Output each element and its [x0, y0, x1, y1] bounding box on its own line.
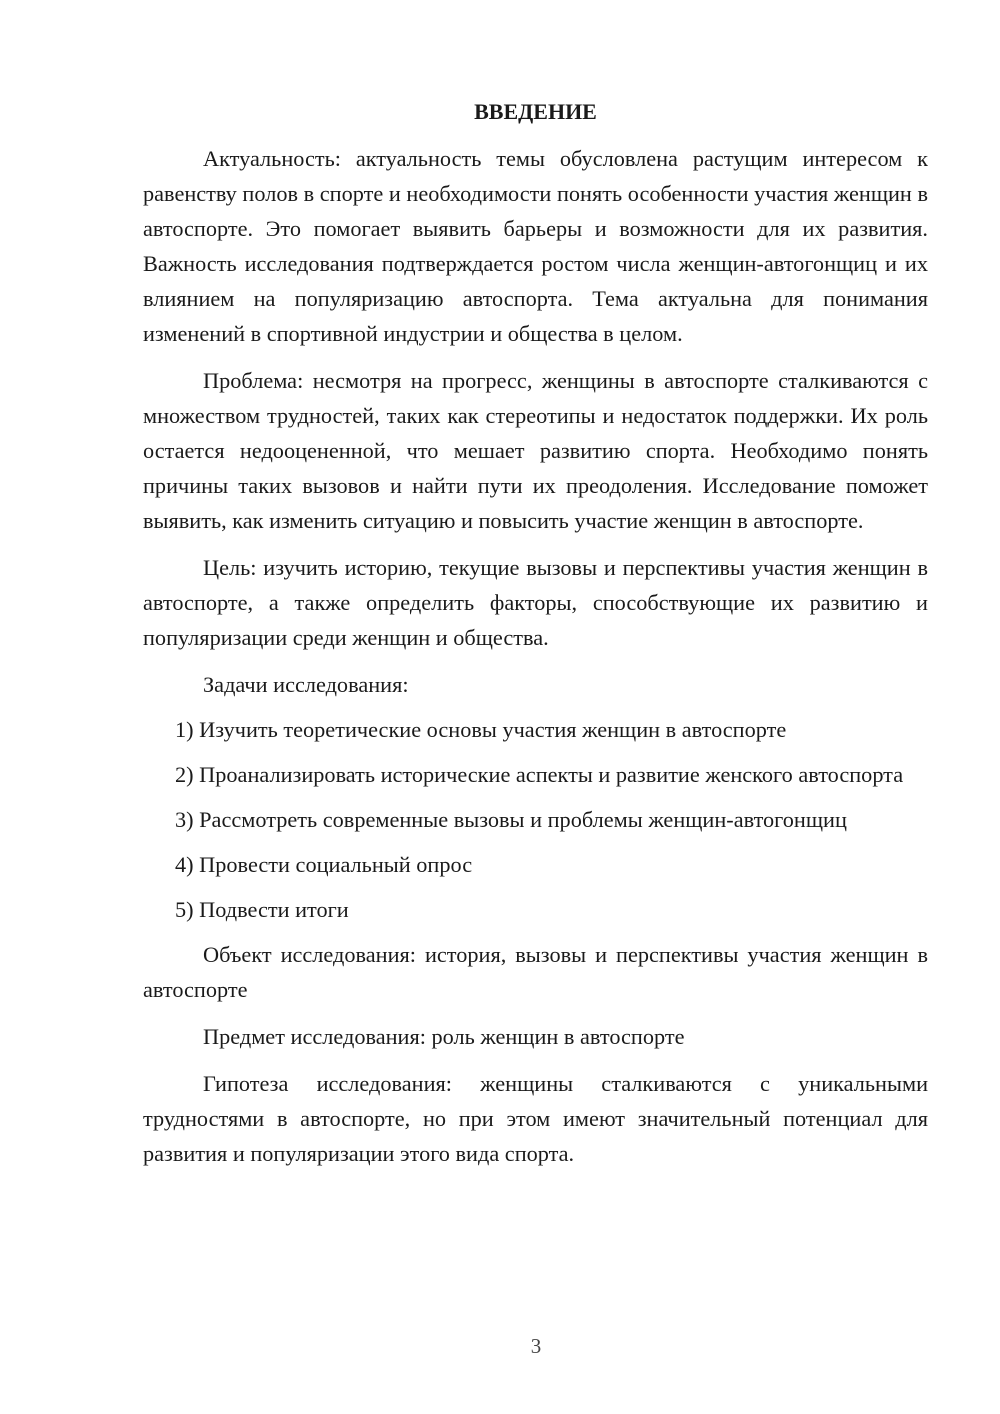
subject-paragraph: Предмет исследования: роль женщин в автоспорте: [203, 1024, 685, 1049]
page-number: 3: [530, 1334, 542, 1358]
problem-paragraph: Проблема: несмотря на прогресс, женщины в автоспорте сталкиваются с множеством трудностей, таких как стереотипы и недостаток поддержки. Их роль остается недооцененной, что мешает развитию спорта. Необходимо понять причины таких вызовов и найти пути их преодоления. Исследование поможет выявить, как изменить ситуацию и повысить участие женщин в автоспорте.: [143, 368, 928, 533]
task-item: 2) Проанализировать исторические аспекты и развитие женского автоспорта: [175, 762, 904, 787]
goal-paragraph: Цель: изучить историю, текущие вызовы и перспективы участия женщин в автоспорте, а также определить факторы, способствующие их развитию и популяризации среди женщин и общества.: [143, 555, 928, 650]
tasks-list: [143, 712, 928, 927]
task-item: 1) Изучить теоретические основы участия женщин в автоспорте: [175, 717, 787, 742]
tasks-heading: Задачи исследования:: [203, 672, 409, 697]
section-title: ВВЕДЕНИЕ: [474, 99, 597, 124]
task-item: 4) Провести социальный опрос: [175, 852, 473, 877]
task-item: 3) Рассмотреть современные вызовы и проблемы женщин-автогонщиц: [175, 807, 847, 832]
object-paragraph: Объект исследования: история, вызовы и перспективы участия женщин в автоспорте: [143, 942, 928, 1002]
hypothesis-paragraph: Гипотеза исследования: женщины сталкиваются с уникальными трудностями в автоспорте, но при этом имеют значительный потенциал для развития и популяризации этого вида спорта.: [143, 1071, 928, 1166]
relevance-paragraph: Актуальность: актуальность темы обусловлена растущим интересом к равенству полов в спорте и необходимости понять особенности участия женщин в автоспорте. Это помогает выявить барьеры и возможности для их развития. Важность исследования подтверждается ростом числа женщин-автогонщиц и их влиянием на популяризацию автоспорта. Тема актуальна для понимания изменений в спортивной индустрии и общества в целом.: [143, 146, 928, 346]
task-item: 5) Подвести итоги: [175, 897, 349, 922]
document-page: [143, 94, 928, 1183]
